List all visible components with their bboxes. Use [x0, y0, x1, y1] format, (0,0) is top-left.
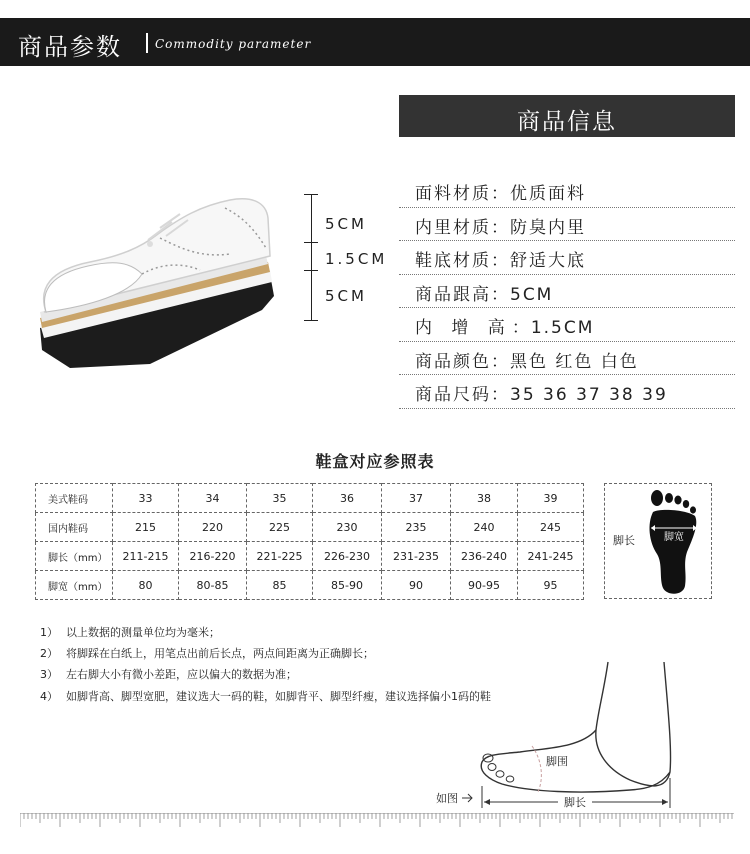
table-cell: 95 — [518, 571, 584, 600]
table-cell: 36 — [313, 484, 382, 513]
table-cell: 220 — [179, 513, 247, 542]
info-value: 1.5CM — [530, 318, 595, 338]
table-cell: 226-230 — [313, 542, 382, 571]
ruler — [20, 813, 734, 829]
table-cell: 35 — [247, 484, 313, 513]
info-value: 优质面料 — [510, 184, 586, 204]
foot-outline-cell — [604, 483, 712, 599]
table-cell: 90-95 — [451, 571, 518, 600]
info-key: 鞋底材质 — [415, 251, 491, 271]
table-cell: 39 — [518, 484, 584, 513]
info-value: 舒适大底 — [510, 251, 586, 271]
table-cell: 85 — [247, 571, 313, 600]
info-value: 35 36 37 38 39 — [510, 385, 668, 405]
note-text: 左右脚大小有微小差距，应以偏大的数据为准； — [66, 668, 297, 682]
dimension-tick — [304, 270, 318, 271]
row-label: 脚长（mm） — [36, 542, 113, 571]
info-key: 商品颜色 — [415, 351, 491, 372]
sole-height-label: 5CM — [325, 287, 367, 305]
table-row — [36, 513, 584, 542]
row-label: 美式鞋码 — [36, 484, 113, 513]
length-label: 脚长 — [564, 796, 586, 809]
info-key: 商品尺码 — [415, 385, 491, 405]
shoe-image — [30, 178, 280, 378]
header-bar — [0, 18, 750, 66]
info-row: 面料材质：优质面料 — [399, 174, 735, 208]
info-row: 商品颜色：黑色 红色 白色 — [399, 342, 735, 376]
table-cell: 225 — [247, 513, 313, 542]
table-cell: 211-215 — [113, 542, 179, 571]
info-row: 鞋底材质：舒适大底 — [399, 241, 735, 275]
table-cell: 221-225 — [247, 542, 313, 571]
upper-height-label: 5CM — [325, 215, 367, 233]
table-row — [36, 542, 584, 571]
foot-width-label: 脚宽 — [664, 532, 684, 543]
info-title: 商品信息 — [517, 109, 617, 135]
table-cell: 33 — [113, 484, 179, 513]
foot-outline-icon — [643, 488, 705, 596]
note-text: 以上数据的测量单位均为毫米； — [66, 626, 220, 639]
size-chart-title: 鞋盒对应参照表 — [315, 452, 435, 471]
table-cell: 245 — [518, 513, 584, 542]
foot-length-label: 脚长 — [613, 534, 635, 547]
info-header — [399, 95, 735, 137]
table-row — [36, 484, 584, 513]
info-key: 面料材质 — [415, 184, 491, 204]
table-cell: 236-240 — [451, 542, 518, 571]
info-key: 商品跟高 — [415, 284, 491, 305]
info-row: 商品尺码：35 36 37 38 39 — [399, 375, 735, 409]
info-row: 内里材质：防臭内里 — [399, 208, 735, 242]
info-row: 内 增 高：1.5CM — [399, 308, 735, 342]
table-cell: 231-235 — [382, 542, 451, 571]
table-cell: 90 — [382, 571, 451, 600]
info-table — [399, 174, 735, 409]
table-cell: 34 — [179, 484, 247, 513]
table-cell: 38 — [451, 484, 518, 513]
note-text: 将脚踩在白纸上，用笔点出前后长点，两点间距离为正确脚长； — [66, 647, 374, 661]
info-row: 商品跟高：5CM — [399, 275, 735, 309]
table-cell: 230 — [313, 513, 382, 542]
height-dimensions — [300, 190, 400, 330]
note-number: 4） — [40, 689, 58, 703]
table-cell: 240 — [451, 513, 518, 542]
table-cell: 215 — [113, 513, 179, 542]
table-cell: 37 — [382, 484, 451, 513]
info-value: 黑色 红色 白色 — [510, 351, 639, 372]
arrow-right-icon — [462, 794, 472, 802]
info-value: 5CM — [510, 284, 554, 305]
row-label: 脚宽（mm） — [36, 571, 113, 600]
note-number: 3） — [40, 668, 58, 682]
note-text: 如脚背高、脚型宽肥，建议选大一码的鞋，如脚背平、脚型纤瘦，建议选择偏小1码的鞋 — [66, 689, 491, 703]
note-number: 1） — [40, 626, 58, 639]
dimension-line — [311, 194, 312, 320]
table-cell: 241-245 — [518, 542, 584, 571]
inner-height-label: 1.5CM — [325, 250, 388, 268]
table-cell: 85-90 — [313, 571, 382, 600]
note-item — [40, 622, 491, 643]
dimension-tick — [304, 194, 318, 195]
dimension-tick — [304, 242, 318, 243]
header-title: 商品参数 — [18, 33, 122, 61]
table-row — [36, 571, 584, 600]
info-value: 防臭内里 — [510, 217, 586, 238]
table-cell: 216-220 — [179, 542, 247, 571]
note-number: 2） — [40, 647, 58, 661]
info-key: 内 增 高 — [415, 318, 512, 338]
as-shown-label: 如图 — [436, 792, 458, 805]
row-label: 国内鞋码 — [36, 513, 113, 542]
table-cell: 235 — [382, 513, 451, 542]
table-cell: 80-85 — [179, 571, 247, 600]
dimension-tick — [304, 320, 318, 321]
table-cell: 80 — [113, 571, 179, 600]
header-subtitle: Commodity parameter — [155, 37, 312, 51]
foot-measure-diagram — [420, 660, 710, 812]
size-table — [35, 483, 584, 600]
info-key: 内里材质 — [415, 217, 491, 238]
header-divider — [146, 33, 148, 53]
girth-label: 脚围 — [546, 755, 568, 768]
